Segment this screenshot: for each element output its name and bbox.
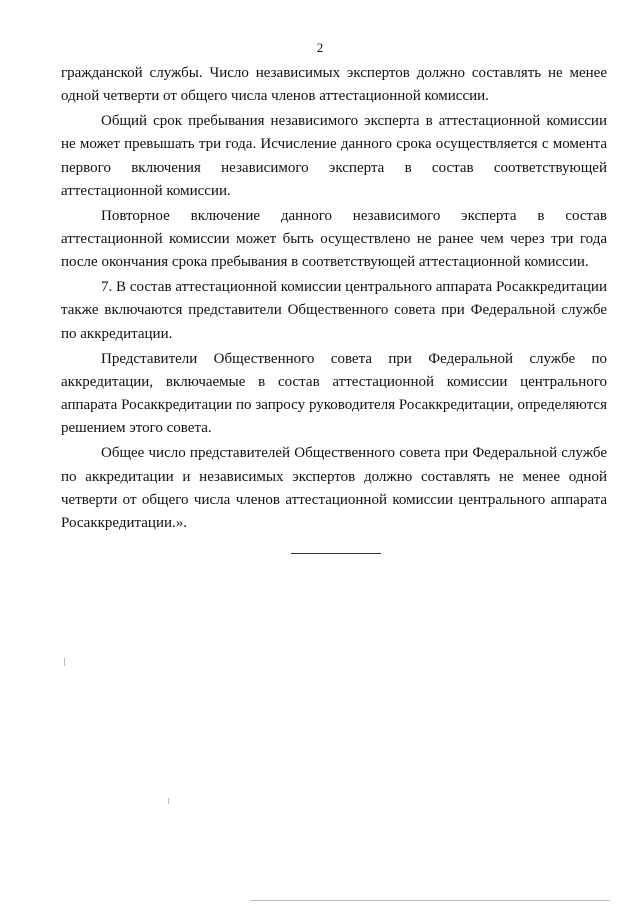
paragraph-clause-7: 7. В состав аттестационной комиссии центрального аппарата Росаккредитации также включаются представители Общественного совета при Федеральной службе по аккредитации. <box>61 279 607 342</box>
paragraph-repeat-inclusion: Повторное включение данного независимого эксперта в состав аттестационной комиссии может быть осуществлено не ранее чем через три года после окончания срока пребывания в соответствующей аттестационной комиссии. <box>61 207 607 271</box>
end-separator-line <box>291 553 381 554</box>
scan-artifact <box>250 900 610 901</box>
paragraph-continuation: гражданской службы. Число независимых экспертов должно составлять не менее одной четверти от общего числа членов аттестационной комиссии. <box>61 65 607 105</box>
scan-artifact <box>168 798 169 804</box>
document-body <box>61 62 607 537</box>
paragraph-total-number: Общее число представителей Общественного совета при Федеральной службе по аккредитации и независимых экспертов должно составлять не менее одной четверти от общего числа членов аттестационной комиссии центрального аппарата Росаккредитации.». <box>61 445 607 532</box>
scan-artifact <box>64 658 65 666</box>
page-number: 2 <box>316 40 324 55</box>
paragraph-expert-term: Общий срок пребывания независимого эксперта в аттестационной комиссии не может превышать три года. Исчисление данного срока осуществляется с момента первого включения независимого эксперта в состав соответствующей аттестационной комиссии. <box>61 113 607 199</box>
paragraph-council-representatives: Представители Общественного совета при Федеральной службе по аккредитации, включаемые в состав аттестационной комиссии центрального аппарата Росаккредитации по запросу руководителя Росаккредитации, определяются решением этого совета. <box>61 350 607 437</box>
